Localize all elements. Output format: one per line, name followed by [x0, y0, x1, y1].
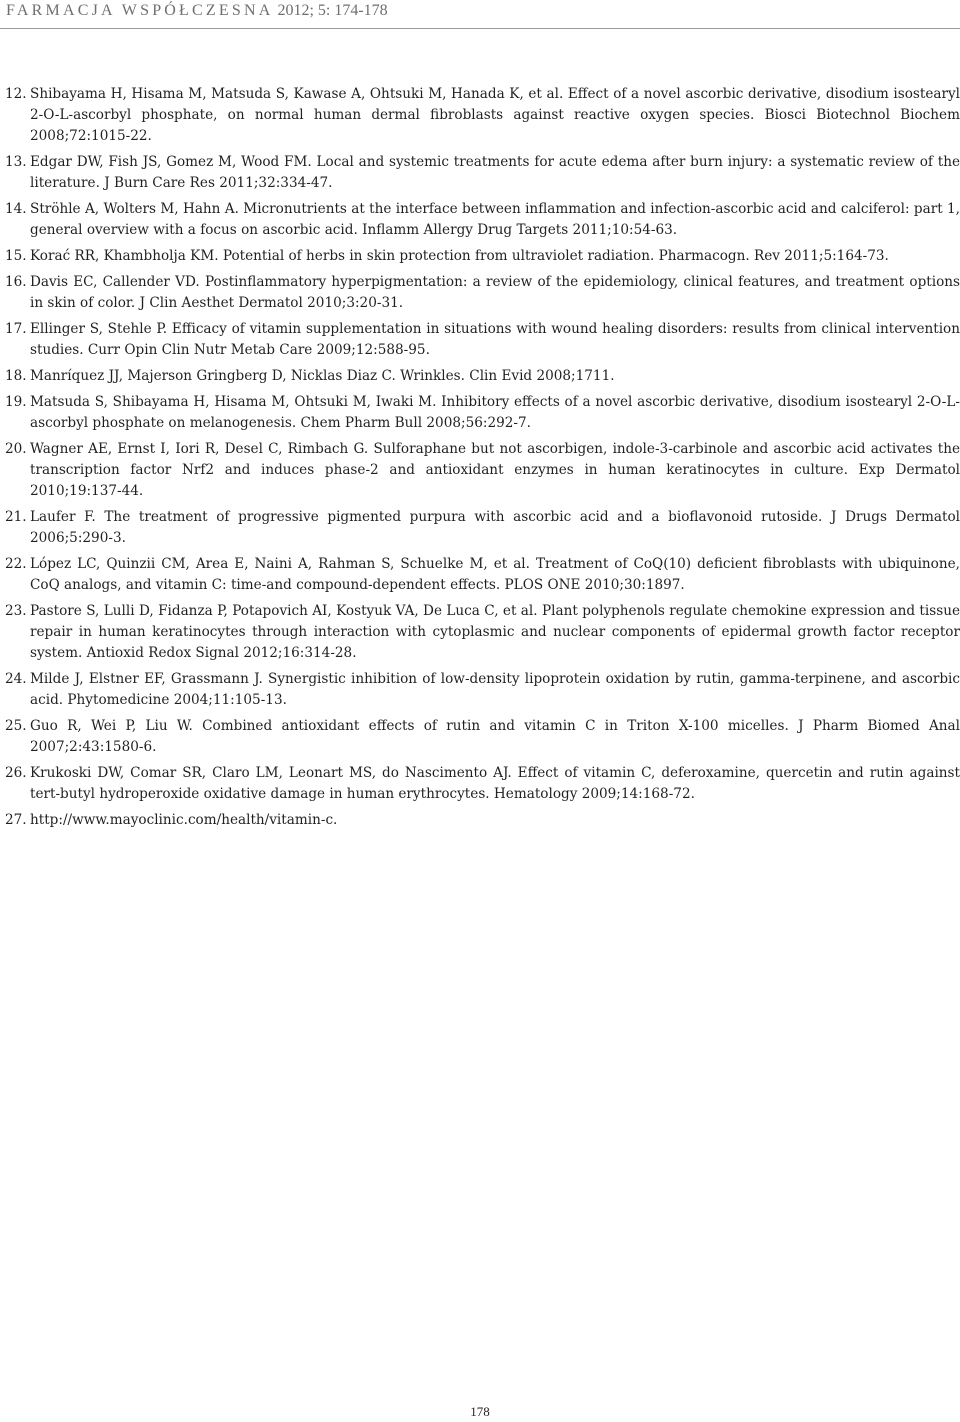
reference-item [0, 152, 960, 194]
reference-number: 19. [5, 394, 27, 410]
reference-number: 18. [5, 368, 27, 384]
reference-item [0, 246, 960, 267]
reference-item [0, 84, 960, 147]
journal-citation: 2012; 5: 174-178 [277, 2, 388, 19]
reference-item [0, 366, 960, 387]
reference-item [0, 716, 960, 758]
header-rule [0, 28, 960, 29]
reference-item [0, 810, 960, 831]
reference-number: 22. [5, 556, 27, 572]
reference-text: Pastore S, Lulli D, Fidanza P, Potapovich AI, Kostyuk VA, De Luca C, et al. Plant polyphenols regulate chemokine expression and tissue repair in human keratinocytes through interaction with cytoplasmic and nuclear components of epidermal growth factor receptor system. Antioxid Redox Signal 2012;16:314-28. [30, 603, 960, 661]
reference-text: López LC, Quinzii CM, Area E, Naini A, Rahman S, Schuelke M, et al. Treatment of CoQ(10) deficient fibroblasts with ubiquinone, CoQ analogs, and vitamin C: time-and compound-dependent effects. PLOS ONE 2010;30:1897. [30, 556, 960, 593]
reference-text: Wagner AE, Ernst I, Iori R, Desel C, Rimbach G. Sulforaphane but not ascorbigen, indole-3-carbinole and ascorbic acid activates the transcription factor Nrf2 and induces phase-2 and antioxidant enzymes in human keratinocytes in culture. Exp Dermatol 2010;19:137-44. [30, 441, 960, 499]
reference-text: Edgar DW, Fish JS, Gomez M, Wood FM. Local and systemic treatments for acute edema after burn injury: a systematic review of the literature. J Burn Care Res 2011;32:334-47. [30, 154, 960, 191]
reference-item [0, 319, 960, 361]
reference-number: 24. [5, 671, 27, 687]
reference-text: Matsuda S, Shibayama H, Hisama M, Ohtsuki M, Iwaki M. Inhibitory effects of a novel ascorbic derivative, disodium isostearyl 2-O-L-ascorbyl phosphate on melanogenesis. Chem Pharm Bull 2008;56:292-7. [30, 394, 960, 431]
reference-number: 17. [5, 321, 27, 337]
reference-item [0, 199, 960, 241]
reference-item [0, 272, 960, 314]
reference-number: 16. [5, 274, 27, 290]
reference-item [0, 439, 960, 502]
reference-number: 20. [5, 441, 27, 457]
reference-number: 15. [5, 248, 27, 264]
reference-item [0, 392, 960, 434]
reference-text: Korać RR, Khambholja KM. Potential of herbs in skin protection from ultraviolet radiation. Pharmacogn. Rev 2011;5:164-73. [30, 248, 889, 264]
reference-text: Milde J, Elstner EF, Grassmann J. Synergistic inhibition of low-density lipoprotein oxidation by rutin, gamma-terpinene, and ascorbic acid. Phytomedicine 2004;11:105-13. [30, 671, 960, 708]
reference-text: Ströhle A, Wolters M, Hahn A. Micronutrients at the interface between inflammation and infection-ascorbic acid and calciferol: part 1, general overview with a focus on ascorbic acid. Inflamm Allergy Drug Targets 2011;10:54-63. [30, 201, 960, 238]
reference-number: 25. [5, 718, 27, 734]
reference-number: 13. [5, 154, 27, 170]
reference-text: Ellinger S, Stehle P. Efficacy of vitamin supplementation in situations with wound healing disorders: results from clinical intervention studies. Curr Opin Clin Nutr Metab Care 2009;12:588-95. [30, 321, 960, 358]
reference-number: 21. [5, 509, 27, 525]
reference-text: Davis EC, Callender VD. Postinflammatory hyperpigmentation: a review of the epidemiology, clinical features, and treatment options in skin of color. J Clin Aesthet Dermatol 2010;3:20-31. [30, 274, 960, 311]
reference-text: Shibayama H, Hisama M, Matsuda S, Kawase A, Ohtsuki M, Hanada K, et al. Effect of a novel ascorbic derivative, disodium isostearyl 2-O-L-ascorbyl phosphate, on normal human dermal fibroblasts against reactive oxygen species. Biosci Biotechnol Biochem 2008;72:1015-22. [30, 86, 960, 144]
reference-text: http://www.mayoclinic.com/health/vitamin-c. [30, 812, 338, 828]
reference-number: 26. [5, 765, 27, 781]
reference-number: 23. [5, 603, 27, 619]
reference-text: Laufer F. The treatment of progressive pigmented purpura with ascorbic acid and a bioflavonoid rutoside. J Drugs Dermatol 2006;5:290-3. [30, 509, 960, 546]
reference-text: Manríquez JJ, Majerson Gringberg D, Nicklas Diaz C. Wrinkles. Clin Evid 2008;1711. [30, 368, 615, 384]
reference-item [0, 669, 960, 711]
reference-text: Krukoski DW, Comar SR, Claro LM, Leonart MS, do Nascimento AJ. Effect of vitamin C, deferoxamine, quercetin and rutin against tert-butyl hydroperoxide oxidative damage in human erythrocytes. Hematology 2009;14:168-72. [30, 765, 960, 802]
reference-text: Guo R, Wei P, Liu W. Combined antioxidant effects of rutin and vitamin C in Triton X-100 micelles. J Pharm Biomed Anal 2007;2:43:1580-6. [30, 718, 960, 755]
reference-item [0, 763, 960, 805]
page-number: 178 [470, 1404, 490, 1419]
reference-number: 14. [5, 201, 27, 217]
reference-item [0, 554, 960, 596]
reference-item [0, 601, 960, 664]
reference-number: 27. [5, 812, 27, 828]
reference-item [0, 507, 960, 549]
reference-list [0, 84, 960, 836]
running-header [6, 2, 388, 20]
reference-number: 12. [5, 86, 27, 102]
journal-name: FARMACJA WSPÓŁCZESNA [6, 2, 274, 19]
